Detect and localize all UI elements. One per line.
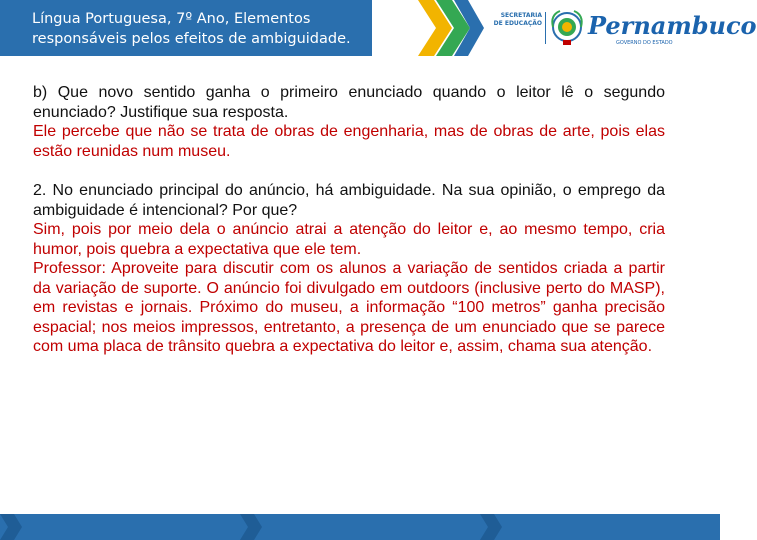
logo-state-subtitle: GOVERNO DO ESTADO — [616, 40, 673, 46]
slide-content — [33, 83, 665, 357]
header-chevrons-decoration — [418, 0, 484, 56]
question-2: 2. No enunciado principal do anúncio, há ambiguidade. Na sua opinião, o emprego da ambiguidade é intencional? Por que? — [33, 182, 665, 219]
teacher-note: Professor: Aproveite para discutir com os alunos a variação de sentidos criada a partir da variação de suporte. O anúncio foi divulgado em outdoors (inclusive perto do MASP), em revistas e jornais. Próximo do museu, a informação “100 metros” ganha precisão espacial; nos meios impressos, entretanto, a presença de um enunciado que se parece com uma placa de trânsito quebra a expectativa do leitor e, assim, chama sua atenção. — [33, 260, 665, 355]
slide-title — [32, 9, 372, 49]
logo-secretaria-line-2: DE EDUCAÇÃO — [493, 20, 542, 27]
logo-state-name: Pernambuco — [588, 11, 757, 40]
footer-chevrons-decoration — [0, 514, 720, 540]
secretaria-educacao-logo — [492, 12, 542, 48]
question-b: b) Que novo sentido ganha o primeiro enunciado quando o leitor lê o segundo enunciado? Justifique sua resposta. — [33, 84, 665, 121]
slide-header — [0, 0, 757, 56]
logo-divider — [545, 12, 546, 44]
slide-footer — [0, 514, 720, 540]
pernambuco-crest-icon — [550, 7, 584, 47]
logo-secretaria-line-1: SECRETARIA — [500, 12, 542, 19]
slide-title-line-1: Língua Portuguesa, 7º Ano, Elementos — [32, 11, 311, 27]
answer-b: Ele percebe que não se trata de obras de engenharia, mas de obras de arte, pois elas estão reunidas num museu. — [33, 123, 665, 160]
paragraph-spacer — [33, 161, 665, 181]
slide-title-line-2: responsáveis pelos efeitos de ambiguidade. — [32, 31, 351, 47]
header-title-bar — [0, 0, 372, 56]
answer-2: Sim, pois por meio dela o anúncio atrai a atenção do leitor e, ao mesmo tempo, cria humor, pois quebra a expectativa que ele tem. — [33, 221, 665, 258]
